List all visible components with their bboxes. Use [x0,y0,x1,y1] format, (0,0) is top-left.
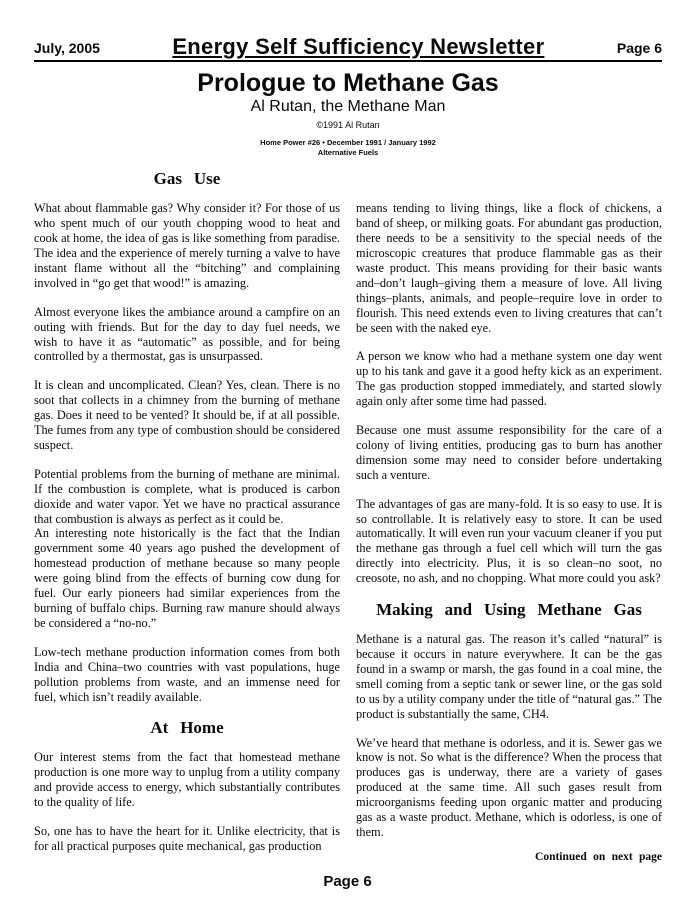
paragraph: The advantages of gas are many-fold. It is so easy to use. It is so controllable. It is relatively easy to store. It can be used automatically. It will even run your vacuum cleaner if you put the methane gas through a fuel cell which will turn the gas directly into electricity. Plus, it is so clean–no soot, no creosote, no ash, and no chopping. What more could you ask? [356,496,662,586]
paragraph: So, one has to have the heart for it. Unlike electricity, that is for all practical purposes quite mechanical, gas production [34,824,340,853]
article-title: Prologue to Methane Gas [197,69,499,97]
footer-page-number: Page 6 [323,873,372,890]
newsletter-title: Energy Self Sufficiency Newsletter [172,34,545,59]
paragraph: What about flammable gas? Why consider it? For those of us who spent much of our youth chopping wood to heat and cook at home, the idea of gas is like something from paradise. The idea and the experience of merely turning a valve to have instant flame without all the “bitching” and complaining involved in “go get that wood!” is amazing. [34,201,340,290]
copyright-line: ©1991 Al Rutan [316,120,380,131]
article-body [34,165,662,865]
paragraph: Methane is a natural gas. The reason it’s called “natural” is because it occurs in nature everywhere. It can be the gas found in a swamp or marsh, the gas found in a coal mine, the smell coming from a septic tank or sewer line, or the gas sold to us by a utility company under the title of “natural gas.” The product is substantially the same, CH4. [356,632,662,721]
paragraph: Low-tech methane production information comes from both India and China–two countries with vast populations, huge pollution problems from waste, and an immense need for fuel, which isn’t readily available. [34,644,340,704]
paragraph: We’ve heard that methane is odorless, and it is. Sewer gas we know is not. So what is the difference? When the process that produces gas is underway, there are a variety of gases produced at the same time. All such gases result from microorganisms feeding upon organic matter and producing gas as a waste product. Methane, which is odorless, is one of them. [356,735,662,839]
right-column [356,165,662,865]
page-footer [0,873,695,890]
continued-notice: Continued on next page [535,850,662,863]
header-page-number: Page 6 [616,40,662,56]
paragraph: Potential problems from the burning of methane are minimal. If the combustion is complete, what is produced is carbon dioxide and water vapor. Yet we have no practical assurance that combustion is always as perfect as it could be. [34,466,340,526]
section-heading-at-home: At Home [150,718,224,738]
paragraph: Our interest stems from the fact that homestead methane production is one more way to unplug from a utility company and provide access to energy, which substantially contributes to the quality of life. [34,750,340,810]
paragraph: It is clean and uncomplicated. Clean? Yes, clean. There is no soot that collects in a chimney from the burning of methane gas. Does it need to be vented? It should be, if at all possible. The fumes from any type of combustion should be considered suspect. [34,378,340,452]
section-heading-making-using: Making and Using Methane Gas [376,600,642,620]
left-column [34,165,340,865]
source-line: Home Power #26 • December 1991 / January 1992 [260,138,436,148]
article-author: Al Rutan, the Methane Man [250,98,446,116]
paragraph: An interesting note historically is the fact that the Indian government some 40 years ago pushed the development of homestead production of methane because so many people were going blind from the effects of burning cow dung for fuel. Our early pioneers had similar experiences from the burning of buffalo chips. Burning raw manure should always be considered a “no-no.” [34,526,340,630]
paragraph: means tending to living things, like a flock of chickens, a band of sheep, or milking goats. For abundant gas production, there needs to be a sensitivity to the special needs of the microscopic creatures that produce flammable gas as their waste product. This means providing for their basic wants and–don’t laugh–giving them a measure of love. All living things–plants, animals, and people–require love in order to flourish. This need extends even to living creatures that can’t be seen with the naked eye. [356,201,662,335]
paragraph: A person we know who had a methane system one day went up to his tank and gave it a good hefty kick as an experiment. The gas production stopped immediately, and started slowly again only after some time had passed. [356,349,662,409]
article-masthead [34,70,662,157]
paragraph: Almost everyone likes the ambiance around a campfire on an outing with friends. But for the day to day fuel needs, we wish to have it as “automatic” as possible, and for being controlled by a thermostat, gas is unsurpassed. [34,304,340,364]
paragraph: Because one must assume responsibility for the care of a colony of living entities, producing gas to burn has another dimension some may need to consider before undertaking such a venture. [356,423,662,482]
page-header [34,36,662,62]
source-category: Alternative Fuels [317,148,379,158]
header-date: July, 2005 [34,40,100,56]
section-heading-gas-use: Gas Use [153,169,221,189]
